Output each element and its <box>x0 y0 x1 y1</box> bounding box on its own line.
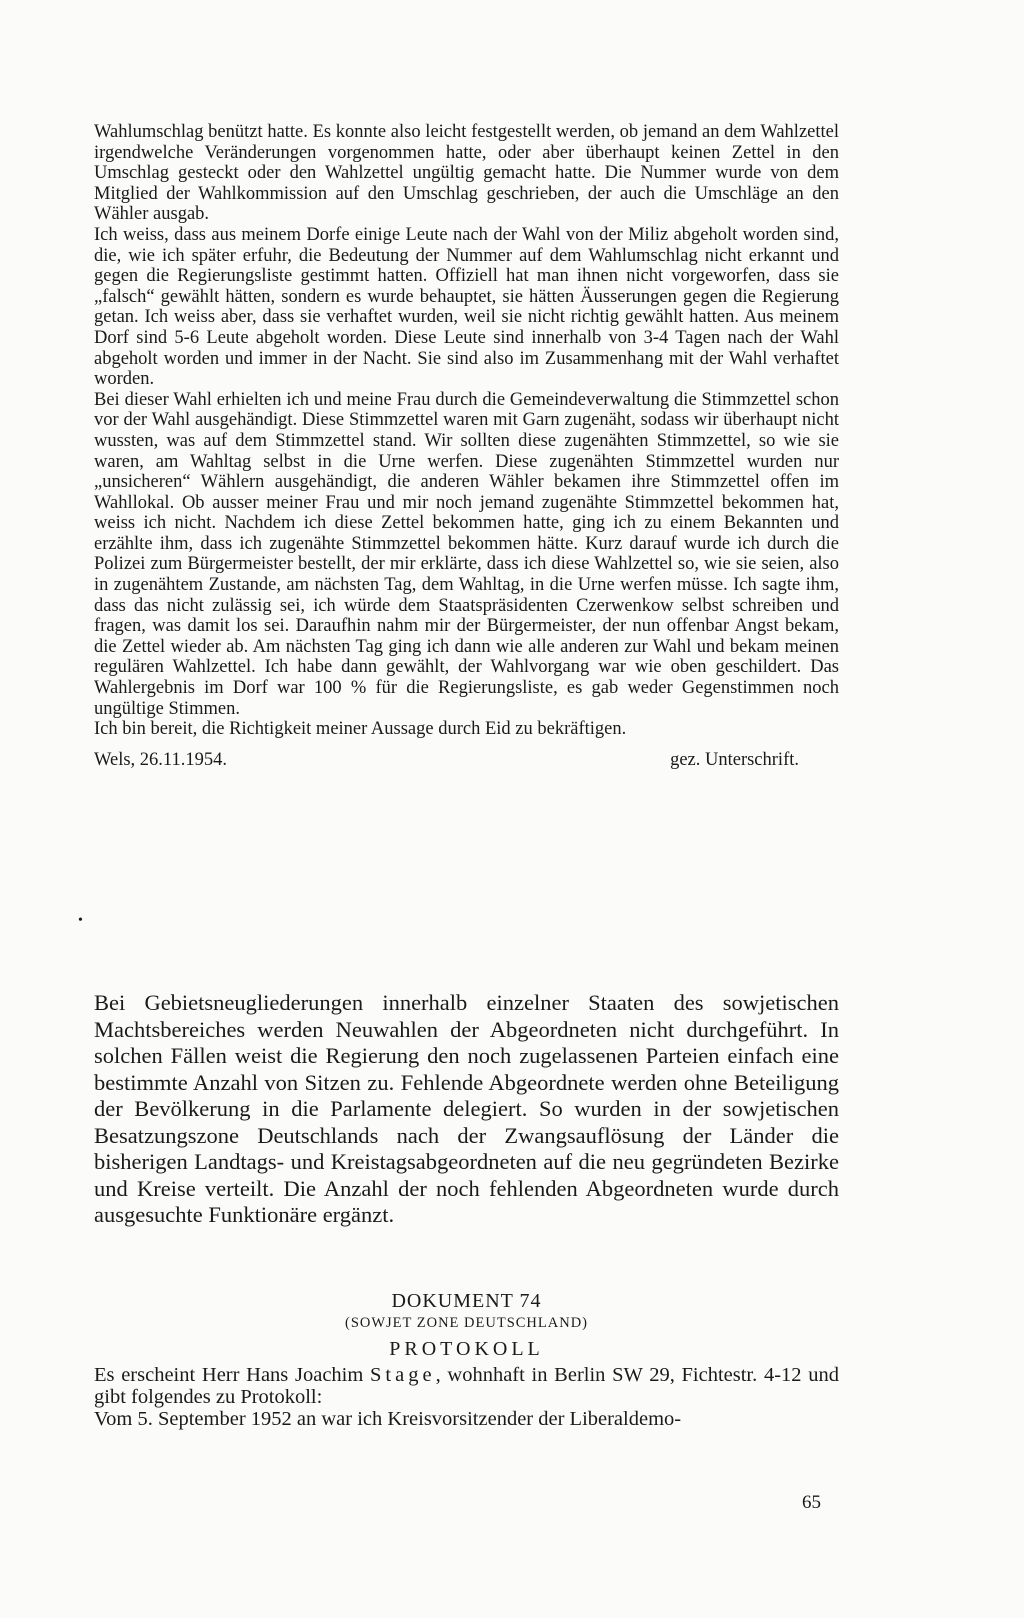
intro-after: , wohnhaft in Berlin SW 29, Fichtestr. 4-12 und gibt folgendes zu Protokoll: <box>94 1364 839 1408</box>
protocol-heading: PROTOKOLL <box>389 1338 544 1360</box>
document-subtitle: (SOWJET ZONE DEUTSCHLAND) <box>344 1315 589 1331</box>
affidavit-paragraph-4: Ich bin bereit, die Richtigkeit meiner Aussage durch Eid zu bekräftigen. <box>94 719 627 740</box>
main-paragraph-block <box>94 990 839 1229</box>
affidavit-text <box>94 122 839 770</box>
signature: gez. Unterschrift. <box>670 749 799 770</box>
affidavit-paragraph-2: Ich weiss, dass aus meinem Dorfe einige Leute nach der Wahl von der Miliz abgeholt worden sind, die, wie ich später erfuhr, die Bedeutung der Nummer auf dem Wahlumschlag nicht erkannt und gegen die Regierungsliste gestimmt hatten. Offiziell hat man ihnen nicht vorgeworfen, dass sie „falsch“ gewählt hätten, sondern es wurde behauptet, sie hätten Äusserungen gegen die Regierung getan. Ich weiss aber, dass sie verhaftet wurden, weil sie nicht richtig gewählt hatten. Aus meinem Dorf sind 5-6 Leute abgeholt worden. Diese Leute sind innerhalb von 3-4 Tagen nach der Wahl abgeholt worden und immer in der Nacht. Sie sind also im Zusammenhang mit der Wahl verhaftet worden. <box>94 224 839 390</box>
place-date: Wels, 26.11.1954. <box>94 749 227 770</box>
signature-line <box>94 750 839 771</box>
main-paragraph: Bei Gebietsneugliederungen innerhalb einzelner Staaten des sowjetischen Machtsbereiches werden Neuwahlen der Abgeordneten nicht durchgeführt. In solchen Fällen weist die Regierung den noch zugelassenen Parteien einfach eine bestimmte Anzahl von Sitzen zu. Fehlende Abgeordnete werden ohne Beteiligung der Bevölkerung in die Parlamente delegiert. So wurden in der sowjetischen Besatzungszone Deutschlands nach der Zwangsauflösung der Länder die bisherigen Landtags- und Kreistagsabgeordneten auf die neu gegründeten Bezirke und Kreise verteilt. Die Anzahl der noch fehlenden Abgeordneten wurde durch ausgesuchte Funktionäre ergänzt. <box>94 990 839 1227</box>
protocol-last-line: Vom 5. September 1952 an war ich Kreisvorsitzender der Liberaldemo- <box>94 1408 682 1430</box>
affidavit-paragraph-3: Bei dieser Wahl erhielten ich und meine Frau durch die Gemeindeverwaltung die Stimmzettel schon vor der Wahl ausgehändigt. Diese Stimmzettel waren mit Garn zugenäht, sodass wir überhaupt nicht wussten, was auf dem Stimmzettel stand. Wir sollten diese zugenähten Stimmzettel, so wie sie waren, am Wahltag selbst in die Urne werfen. Diese zugenähten Stimmzettel wurden nur „unsicheren“ Wählern ausgehändigt, die anderen Wähler bekamen ihre Stimmzettel offen im Wahllokal. Ob ausser meiner Frau und mir noch jemand zugenähte Stimmzettel bekommen hat, weiss ich nicht. Nachdem ich diese Zettel bekommen hatte, ging ich zu einem Bekannten und erzählte ihm, dass ich zugenähte Stimmzettel bekommen hätte. Kurz darauf wurde ich durch die Polizei zum Bürgermeister bestellt, der mir erklärte, dass ich diese Wahlzettel so, wie sie seien, also in zugenähtem Zustande, am nächsten Tag, dem Wahltag, in die Urne werfen müsse. Ich sagte ihm, dass das nicht zulässig sei, ich würde dem Staatspräsidenten Czerwenkow selbst schreiben und fragen, was damit los sei. Daraufhin nahm mir der Bürgermeister, der nun offenbar Angst bekam, die Zettel wieder ab. Am nächsten Tag ging ich dann wie alle anderen zur Wahl und bekam meinen regulären Wahlzettel. Ich habe dann gewählt, der Wahlvorgang war wie oben geschildert. Das Wahlergebnis im Dorf war 100 % für die Regierungsliste, es gab weder Gegenstimmen noch ungültige Stimmen. <box>94 389 839 719</box>
margin-mark: • <box>78 913 83 928</box>
page-number: 65 <box>802 1492 821 1513</box>
affidavit-paragraph-1: Wahlumschlag benützt hatte. Es konnte also leicht festgestellt werden, ob jemand an dem Wahlzettel irgendwelche Veränderungen vorgenommen hatte, oder aber überhaupt keinen Zettel in den Umschlag gesteckt oder den Wahlzettel ungültig gemacht hatte. Die Nummer wurde von dem Mitglied der Wahlkommission auf den Umschlag geschrieben, der auch die Umschläge an den Wähler ausgab. <box>94 122 839 225</box>
intro-name: Stage <box>370 1364 436 1386</box>
intro-before: Es erscheint Herr Hans Joachim <box>94 1364 371 1386</box>
document-title: DOKUMENT 74 <box>391 1290 542 1312</box>
document-header <box>94 1290 839 1361</box>
protocol-text <box>94 1364 839 1430</box>
protocol-intro <box>94 1364 839 1408</box>
